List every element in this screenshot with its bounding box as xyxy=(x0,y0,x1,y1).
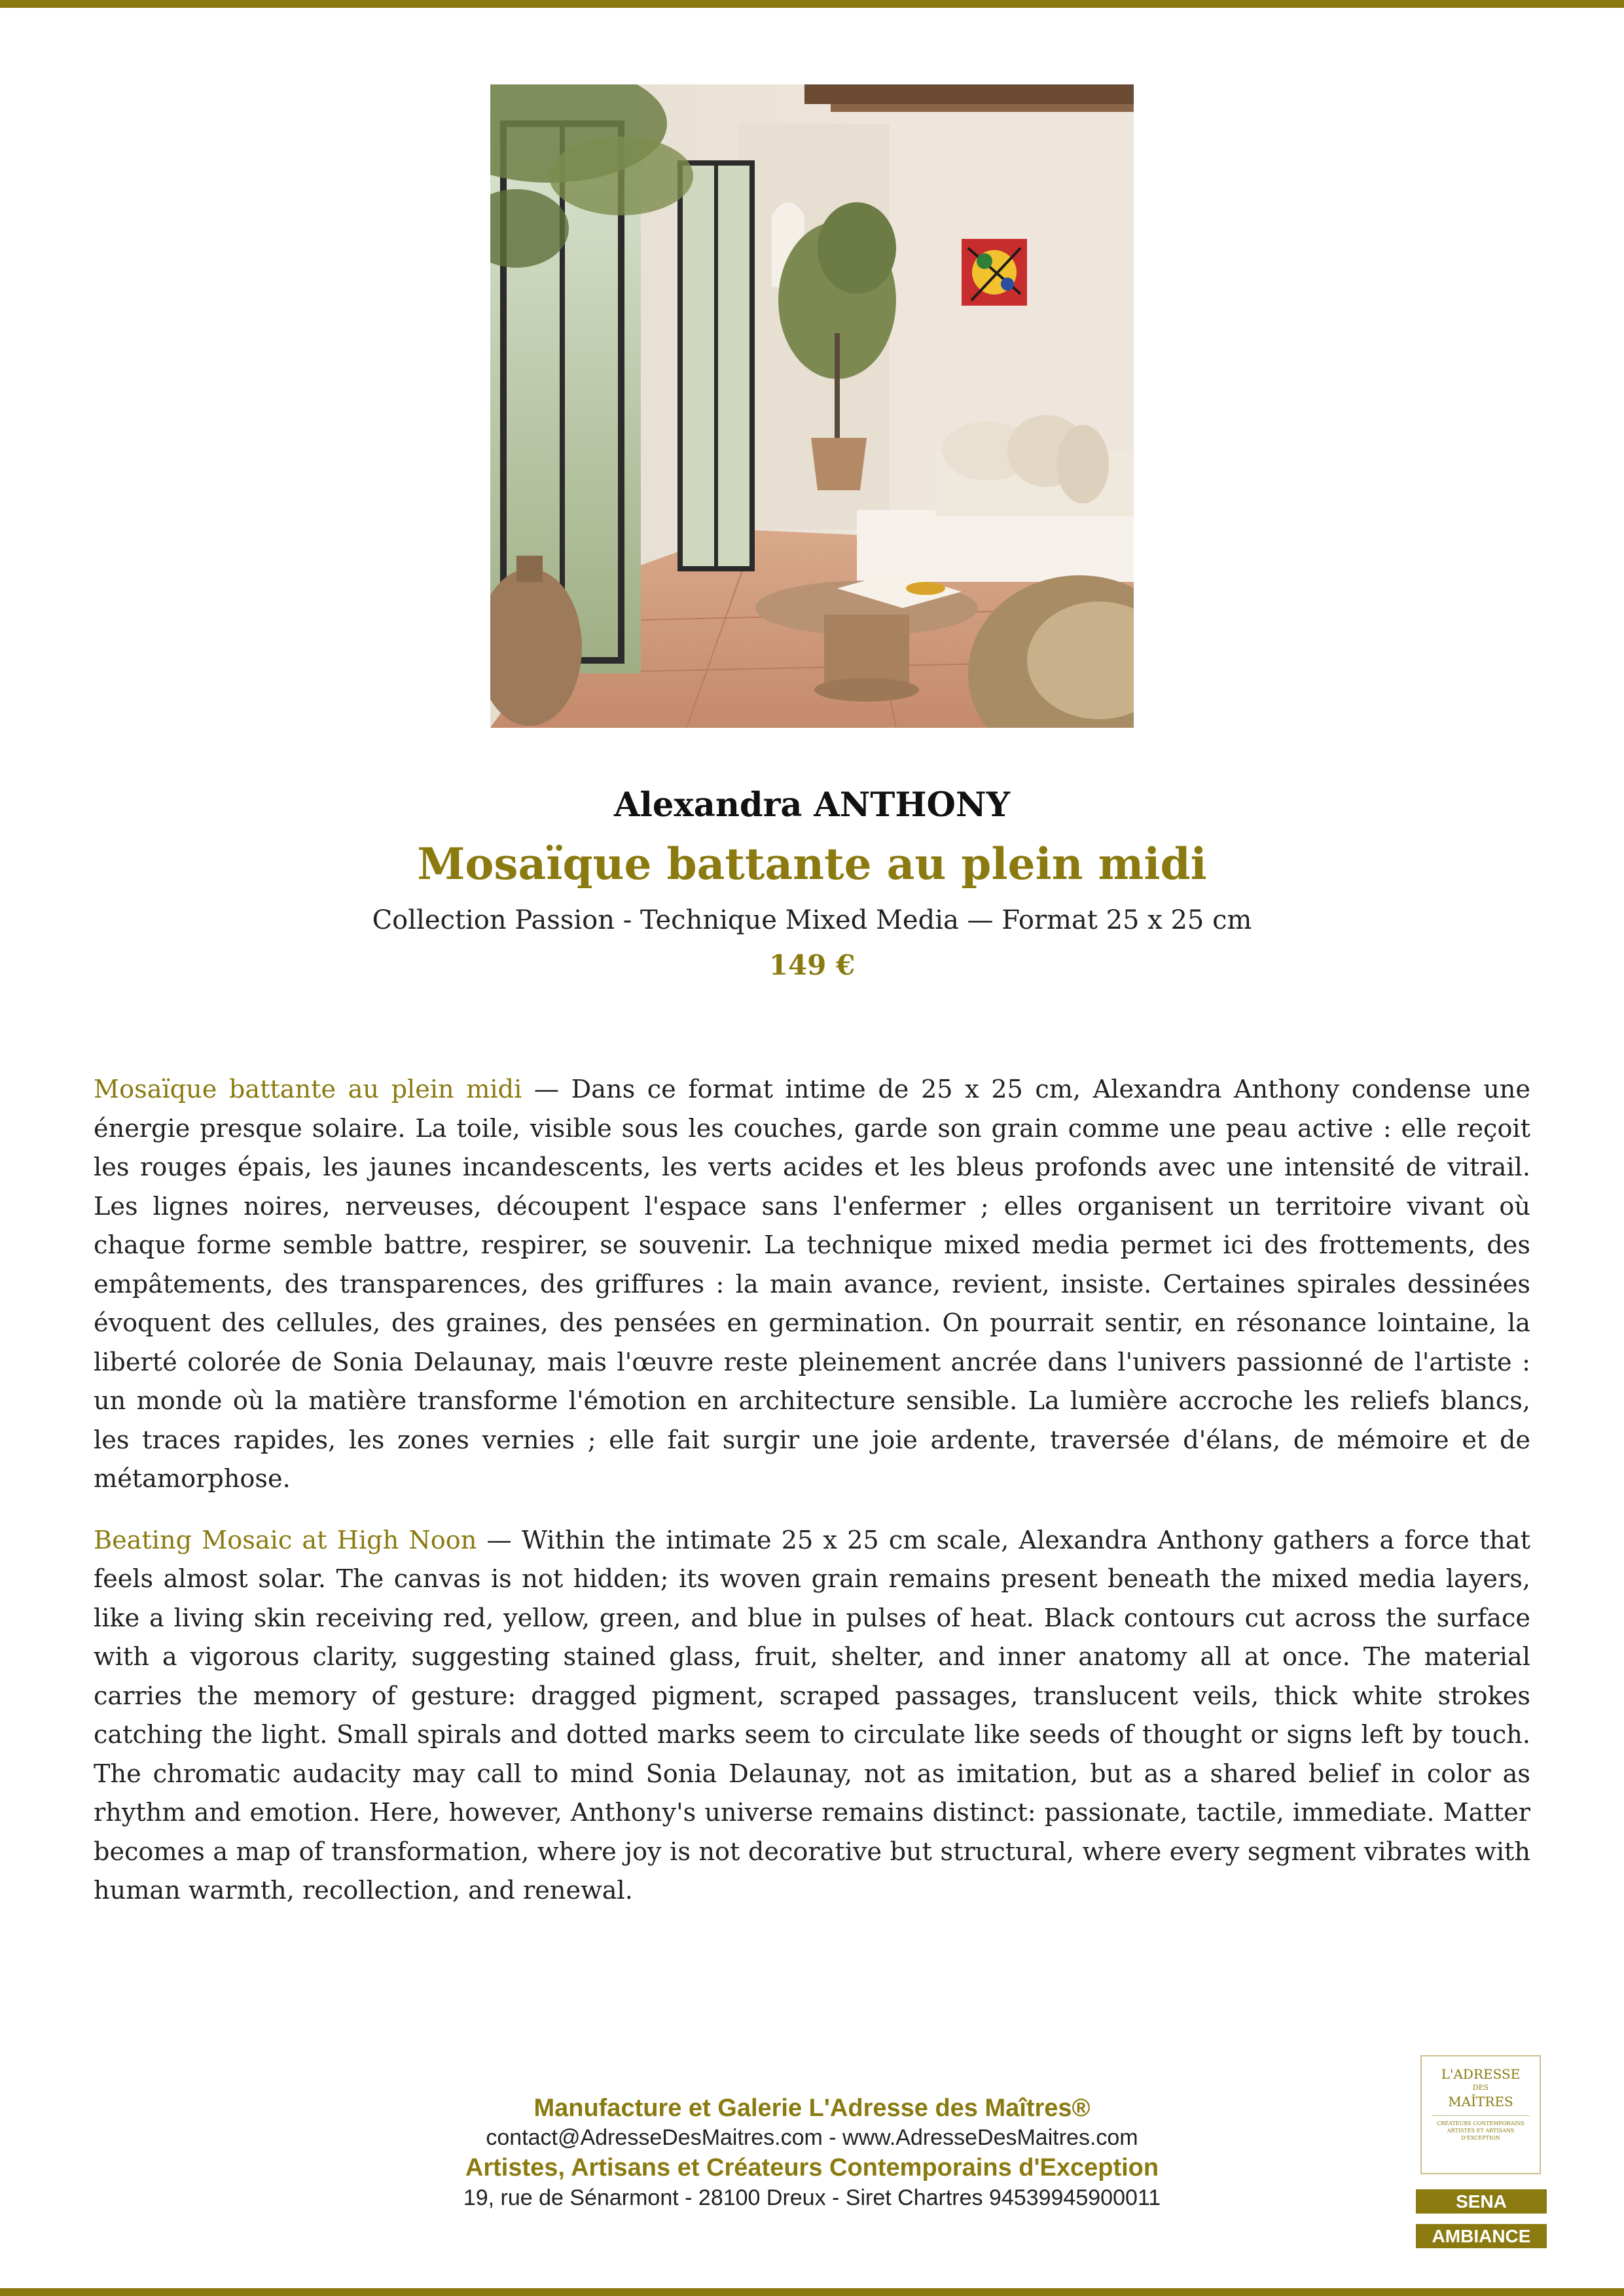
logo-divider xyxy=(1432,2115,1530,2116)
title-block xyxy=(0,779,1624,987)
logo-line-4: CRÉATEURS CONTEMPORAINS ARTISTES ET ARTISANS D'EXCEPTION xyxy=(1437,2121,1525,2141)
gallery-logo xyxy=(1420,2055,1541,2174)
artwork-price: 149 € xyxy=(768,949,856,981)
logo-line-3: MAÎTRES xyxy=(1448,2094,1513,2109)
logo-line-1: L'ADRESSE xyxy=(1441,2066,1521,2082)
ambiance-badge: AMBIANCE xyxy=(1416,2224,1547,2248)
description-english-lead: Beating Mosaic at High Noon xyxy=(94,1526,477,1555)
logo-line-2: DES xyxy=(1472,2083,1489,2092)
footer-address: 19, rue de Sénarmont - 28100 Dreux - Siret Chartres 94539945900011 xyxy=(463,2185,1161,2210)
description-french-lead: Mosaïque battante au plein midi xyxy=(94,1075,522,1104)
description-english-text: — Within the intimate 25 x 25 cm scale, Alexandra Anthony gathers a force that feels almost solar. The canvas is not hidden; its woven grain remains present beneath the mixed media layers, like a living skin receiving red, yellow, green, and blue in pulses of heat. Black contours cut across the surface with a vigorous clarity, suggesting stained glass, fruit, shelter, and inner anatomy all at once. The material carries the memory of gesture: dragged pigment, scraped passages, translucent veils, thick white strokes catching the light. Small spirals and dotted marks seem to circulate like seeds of thought or signs left by touch. The chromatic audacity may call to mind Sonia Delaunay, not as imitation, but as a shared belief in color as rhythm and emotion. Here, however, Anthony's universe remains distinct: passionate, tactile, immediate. Matter becomes a map of transformation, where joy is not decorative but structural, where every segment vibrates with human warmth, recollection, and renewal. xyxy=(94,1526,1530,1905)
bottom-rule xyxy=(0,2288,1624,2296)
artwork-title: Mosaïque battante au plein midi xyxy=(417,838,1207,889)
description-french-text: — Dans ce format intime de 25 x 25 cm, Alexandra Anthony condense une énergie presque solaire. La toile, visible sous les couches, garde son grain comme une peau active : elle reçoit les rouges épais, les jaunes incandescents, les verts acides et les bleus profonds avec une intensité de vitrail. Les lignes noires, nerveuses, découpent l'espace sans l'enfermer ; elles organisent un territoire vivant où chaque forme semble battre, respirer, se souvenir. La technique mixed media permet ici des frottements, des empâtements, des transparences, des griffures : la main avance, revient, insiste. Certaines spirales dessinées évoquent des cellules, des graines, des pensées en germination. On pourrait sentir, en résonance lointaine, la liberté colorée de Sonia Delaunay, mais l'œuvre reste pleinement ancrée dans l'univers passionné de l'artiste : un monde où la matière transforme l'émotion en architecture sensible. La lumière accroche les reliefs blancs, les traces rapides, les zones vernies ; elle fait surgir une joie ardente, traversée d'élans, de mémoire et de métamorphose. xyxy=(94,1075,1530,1494)
description-french xyxy=(94,1071,1530,1499)
footer xyxy=(0,2093,1624,2212)
footer-contact: contact@AdresseDesMaitres.com - www.AdresseDesMaitres.com xyxy=(486,2125,1138,2150)
sena-badge: SENA xyxy=(1416,2189,1547,2214)
description-english xyxy=(94,1522,1530,1911)
artist-name: Alexandra ANTHONY xyxy=(613,785,1011,825)
footer-tagline: Artistes, Artisans et Créateurs Contemporains d'Exception xyxy=(465,2154,1159,2181)
artwork-details: Collection Passion - Technique Mixed Media — Format 25 x 25 cm xyxy=(372,905,1252,935)
description xyxy=(94,1071,1530,1933)
artwork-ambiance-photo xyxy=(490,84,1134,728)
footer-gallery-name: Manufacture et Galerie L'Adresse des Maîtres® xyxy=(533,2094,1091,2122)
top-rule xyxy=(0,0,1624,8)
